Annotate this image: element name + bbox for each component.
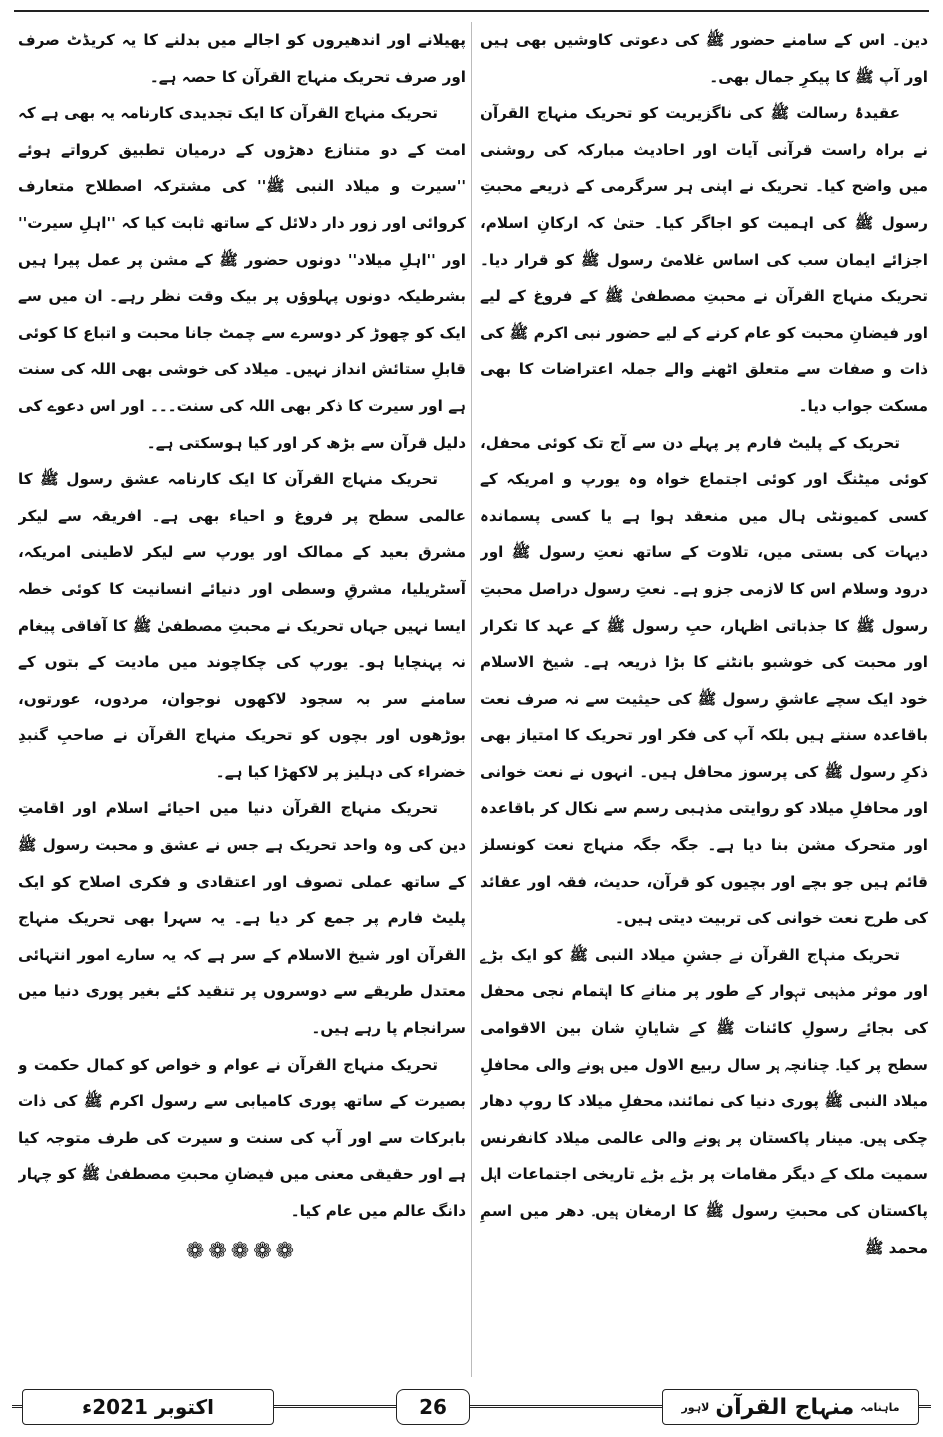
magazine-prefix: ماہنامہ xyxy=(860,1400,900,1414)
left-column xyxy=(18,22,466,1377)
page-footer xyxy=(12,1387,931,1427)
page-number: 26 xyxy=(396,1389,470,1425)
left-paragraph-3: تحریک منہاج القرآن کا ایک کارنامہ عشق رسول ﷺ کا عالمی سطح پر فروغ و احیاء بھی ہے۔ افریقہ سے لیکر مشرق بعید کے ممالک اور یورپ سے لیکر لاطینی امریکہ، آسٹریلیا، مشرقِ وسطی اور دنیائے انسانیت کا کوئی خطہ ایسا نہیں جہاں تحریک نے محبتِ مصطفیٰ ﷺ کا آفاقی پیغام نہ پہنچایا ہو۔ یورپ کی چکاچوند میں مادیت کے بتوں کے سامنے سر بہ سجود لاکھوں نوجوان، مردوں، عورتوں، بوڑھوں اور بچوں کو تحریک منہاج القرآن نے صاحبِ گنبدِ خضراء کی دہلیز پر لاکھڑا کیا ہے۔ xyxy=(18,470,466,781)
right-paragraph-3: تحریک کے پلیٹ فارم پر پہلے دن سے آج تک کوئی محفل، کوئی میٹنگ اور کوئی اجتماع خواہ وہ یورپ و امریکہ کے کسی کمیونٹی ہال میں منعقد ہوا ہے یا کسی پسماندہ دیہات کی بستی میں، تلاوت کے ساتھ نعتِ رسول ﷺ اور درود وسلام اس کا لازمی جزو ہے۔ نعتِ رسول دراصل محبتِ رسول ﷺ کا جذباتی اظہار، حبِ رسول ﷺ کے عہد کا تکرار اور محبت کی خوشبو بانٹنے کا بڑا ذریعہ ہے۔ شیخ الاسلام خود ایک سچے عاشقِ رسول ﷺ کی حیثیت سے نہ صرف نعت باقاعدہ سنتے ہیں بلکہ آپ کی فکر اور تحریک کا امتیاز بھی ذکرِ رسول ﷺ کی پرسوز محافل ہیں۔ انہوں نے نعت خوانی اور محافلِ میلاد کو روایتی مذہبی رسم سے نکال کر باقاعدہ اور متحرک مشن بنا دیا ہے۔ جگہ جگہ منہاج نعت کونسلز قائم ہیں جو بچے اور بچیوں کو قرآن، حدیث، فقہ اور عقائد کی طرح نعت خوانی کی تربیت دیتی ہیں۔ xyxy=(480,433,928,928)
left-paragraph-4: تحریک منہاج القرآن دنیا میں احیائے اسلام اور اقامتِ دین کی وہ واحد تحریک ہے جس نے عشق و محبت رسول ﷺ کے ساتھ عملی تصوف اور اعتقادی و فکری اصلاح کو ایک پلیٹ فارم پر جمع کر دیا ہے۔ یہ سہرا بھی تحریک منہاج القرآن اور شیخ الاسلام کے سر ہے کہ یہ سارے امور انتہائی معتدل طریقے سے دوسروں پر تنقید کئے بغیر پوری دنیا میں سرانجام پا رہے ہیں۔ xyxy=(18,799,466,1038)
left-paragraph-5: تحریک منہاج القرآن نے عوام و خواص کو کمال حکمت و بصیرت کے ساتھ پوری کامیابی سے رسول اکرم ﷺ کی ذات بابرکات سے اور آپ کی سنت و سیرت کی طرف متوجہ کیا ہے اور حقیقی معنی میں فیضانِ محبتِ مصطفیٰ ﷺ کو چہار دانگ عالم میں عام کیا۔ xyxy=(18,1055,466,1220)
issue-date: اکتوبر 2021ء xyxy=(22,1389,274,1425)
right-paragraph-2: عقیدۂ رسالت ﷺ کی ناگزیریت کو تحریک منہاج القرآن نے براہ راست قرآنی آیات اور احادیث مبارکہ کی روشنی میں واضح کیا۔ تحریک نے اپنی ہر سرگرمی کے ذریعے محبتِ رسول ﷺ کی اہمیت کو اجاگر کیا۔ حتیٰ کہ ارکانِ اسلام، اجزائے ایمان سب کی اساس غلامئ رسول ﷺ کو قرار دیا۔ تحریک منہاج القرآن نے محبتِ مصطفیٰ ﷺ کے فروغ کے لیے اور فیضانِ محبت کو عام کرنے کے لیے حضور نبی اکرم ﷺ کی ذات و صفات سے متعلق اٹھنے والے جملہ اعتراضات کا بھی مسکت جواب دیا۔ xyxy=(480,104,928,415)
top-rule xyxy=(14,10,929,12)
left-paragraph-1: پھیلانے اور اندھیروں کو اجالے میں بدلنے کا یہ کریڈٹ صرف اور صرف تحریک منہاج القرآن کا حصہ ہے۔ xyxy=(18,31,466,86)
section-end-ornament: ❁❁❁❁❁ xyxy=(185,1238,299,1264)
right-paragraph-1: دین۔ اس کے سامنے حضور ﷺ کی دعوتی کاوشیں بھی ہیں اور آپ ﷺ کا پیکرِ جمال بھی۔ xyxy=(480,31,928,86)
right-paragraph-4: تحریک منہاج القرآن نے جشنِ میلاد النبی ﷺ کو ایک بڑے اور موثر مذہبی تہوار کے طور پر منانے کا اہتمام نجی محفل کی بجائے رسولِ کائنات ﷺ کے شایانِ شان بین الاقوامی سطح پر کیا۔ چنانچہ ہر سال ربیع الاول میں ہونے والی محافلِ میلاد النبی ﷺ پوری دنیا کی نمائندہ محفلِ میلاد کا روپ دھار چکی ہیں۔ مینار پاکستان پر ہونے والی عالمی میلاد کانفرنس سمیت ملک کے دیگر مقامات پر بڑے بڑے تاریخی اجتماعات اہل پاکستان کی محبتِ رسول ﷺ کا ارمغان ہیں۔ دھر میں اسمِ محمد ﷺ xyxy=(480,945,928,1257)
column-divider xyxy=(471,22,472,1377)
magazine-city: لاہور xyxy=(681,1400,710,1414)
magazine-masthead xyxy=(662,1389,919,1425)
right-column xyxy=(480,22,928,1377)
left-paragraph-2: تحریک منہاج القرآن کا ایک تجدیدی کارنامہ یہ بھی ہے کہ امت کے دو متنازع دھڑوں کے درمیان تطبیق کرواتے ہوئے ''سیرت و میلاد النبی ﷺ'' کی مشترکہ اصطلاح متعارف کروائی اور زور دار دلائل کے ساتھ ثابت کیا کہ ''اہلِ سیرت'' اور ''اہلِ میلاد'' دونوں حضور ﷺ کے مشن پر عمل پیرا ہیں بشرطیکہ دونوں پہلوؤں پر بیک وقت نظر رہے۔ ان میں سے ایک کو چھوڑ کر دوسرے سے چمٹ جانا محبت و اتباع کا کوئی قابلِ ستائش انداز نہیں۔ میلاد کی خوشی بھی اللہ کی سنت ہے اور سیرت کا ذکر بھی اللہ کی سنت۔۔۔ اور اس دعوے کی دلیل قرآن سے بڑھ کر اور کیا ہوسکتی ہے۔ xyxy=(18,104,466,452)
magazine-title: منہاج القرآن xyxy=(715,1394,855,1420)
